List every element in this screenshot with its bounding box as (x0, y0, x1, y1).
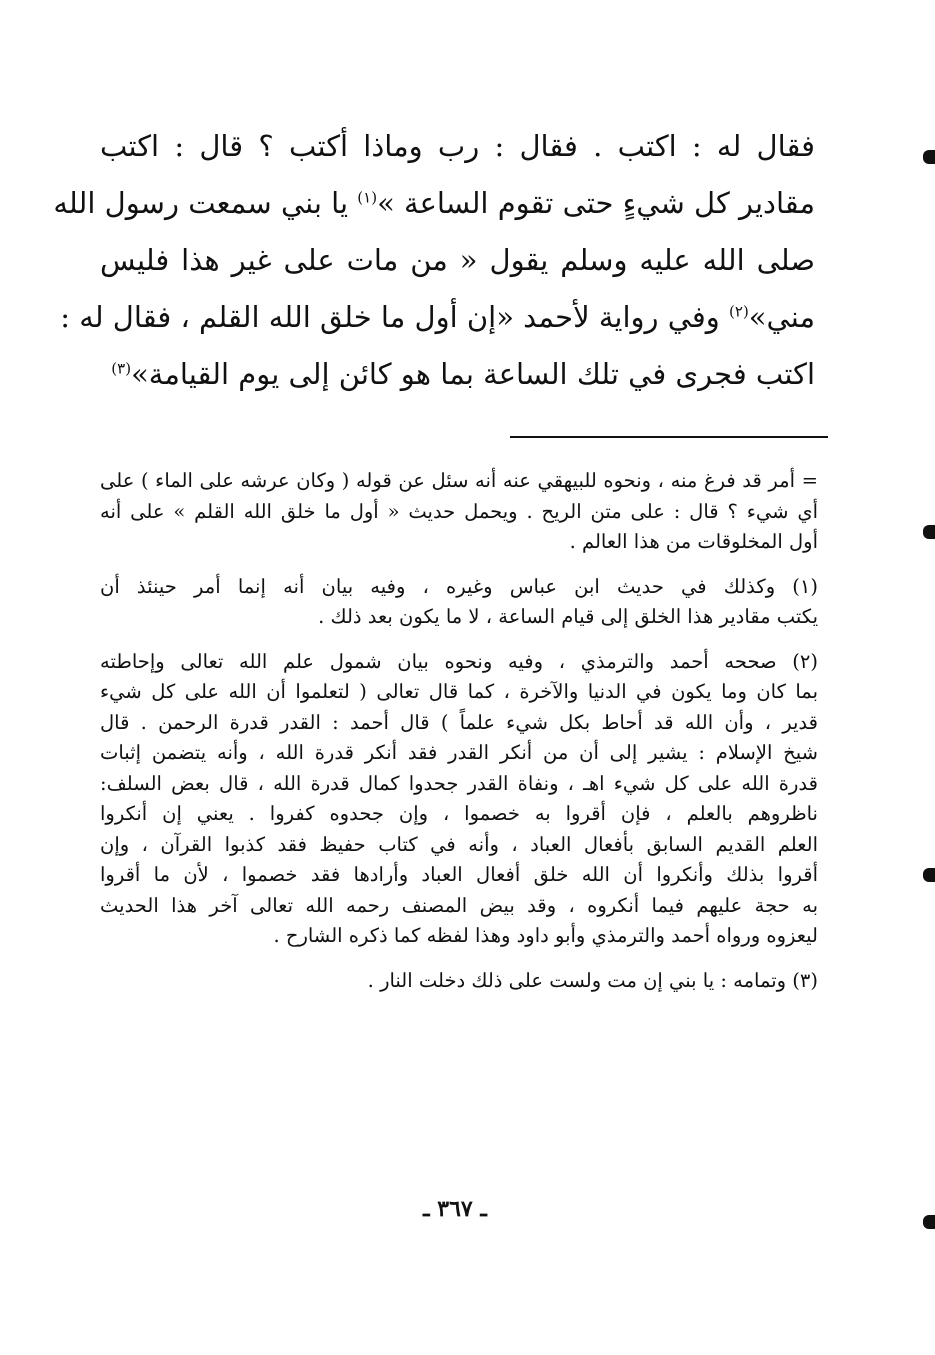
main-line-text: وفي رواية لأحمد «إن أول ما خلق الله القلم ، فقال له : (60, 300, 730, 334)
footnote-line: يكتب مقادير هذا الخلق إلى قيام الساعة ، لا ما يكون بعد ذلك . (318, 605, 818, 628)
main-line-text: اكتب فجرى في تلك الساعة بما هو كائن إلى يوم القيامة» (131, 357, 815, 391)
footnote-marker: (١) (357, 188, 378, 207)
scan-edge-mark (923, 525, 935, 539)
footnote-separator (510, 436, 828, 438)
scan-edge-mark (923, 1215, 935, 1229)
footnote-line: = أمر قد فرغ منه ، ونحوه للبيهقي عنه أنه سئل عن قوله ( وكان عرشه على الماء ) على (100, 469, 818, 492)
footnote-2 (100, 647, 818, 952)
footnote-line: بما كان وما يكون في الدنيا والآخرة ، كما قال تعالى ( لتعلموا أن الله على كل شيء (100, 680, 818, 703)
footnote-marker: (٢) (729, 302, 749, 321)
footnote-marker: (٣) (111, 359, 132, 378)
footnote-continuation (100, 466, 818, 558)
main-line (100, 346, 815, 403)
main-line: صلى الله عليه وسلم يقول « من مات على غير هذا فليس (100, 243, 815, 277)
footnote-line: (٢) صححه أحمد والترمذي ، وفيه ونحوه بيان شمول علم الله تعالى وإحاطته (100, 649, 818, 673)
footnote-line: ناظروهم بالعلم ، فإن أقروا به خصموا ، وإن جحدوه كفروا . يعني إن أنكروا (100, 802, 818, 825)
footnote-3 (100, 966, 818, 997)
main-line-text: مني» (748, 300, 815, 334)
scan-edge-mark (923, 868, 935, 882)
main-line: فقال له : اكتب . فقال : رب وماذا أكتب ؟ قال : اكتب (100, 129, 815, 163)
footnote-line: أقروا بذلك وأنكروا أن الله خلق أفعال العباد وأرادها فقد خصموا ، لأن ما أقروا (100, 863, 818, 886)
page-number: ـ ٣٦٧ ـ (423, 1196, 487, 1222)
footnote-line: (٣) وتمامه : يا بني إن مت ولست على ذلك دخلت النار . (367, 968, 818, 992)
main-line-text: مقادير كل شيءٍ حتى تقوم الساعة » (377, 186, 815, 220)
main-line (53, 175, 815, 232)
footnote-1 (100, 572, 818, 633)
main-line (60, 289, 815, 346)
footnote-line: به حجة عليهم فيما أنكروه ، وقد بيض المصنف رحمه الله تعالى آخر هذا الحديث (100, 893, 818, 917)
main-line-text: يا بني سمعت رسول الله (53, 186, 358, 220)
footnote-line: أي شيء ؟ قال : على متن الريح . ويحمل حديث « أول ما خلق الله القلم » على أنه (100, 499, 818, 523)
footnote-line: قدير ، وأن الله قد أحاط بكل شيء علماً ) قال أحمد : القدر قدرة الرحمن . قال (100, 710, 818, 734)
footnote-line: قدرة الله على كل شيء اهـ ، ونفاة القدر جحدوا كمال قدرة الله ، قال بعض السلف: (100, 771, 818, 795)
scan-edge-mark (923, 150, 935, 164)
main-text-block (53, 118, 815, 403)
footnote-line: ليعزوه ورواه أحمد والترمذي وأبو داود وهذا لفظه كما ذكره الشارح . (273, 924, 818, 947)
footnote-line: أول المخلوقات من هذا العالم . (569, 530, 818, 553)
footnotes-block (100, 466, 818, 1010)
footnote-line: العلم القديم السابق بأفعال العباد ، وأنه في كتاب حفيظ فقد كذبوا القرآن ، وإن (100, 832, 818, 856)
footnote-line: شيخ الإسلام : يشير إلى أن من أنكر القدر فقد أنكر قدرة الله ، وأنه يتضمن إثبات (100, 741, 818, 764)
footnote-line: (١) وكذلك في حديث ابن عباس وغيره ، وفيه بيان أنه إنما أمر حينئذ أن (100, 574, 818, 598)
